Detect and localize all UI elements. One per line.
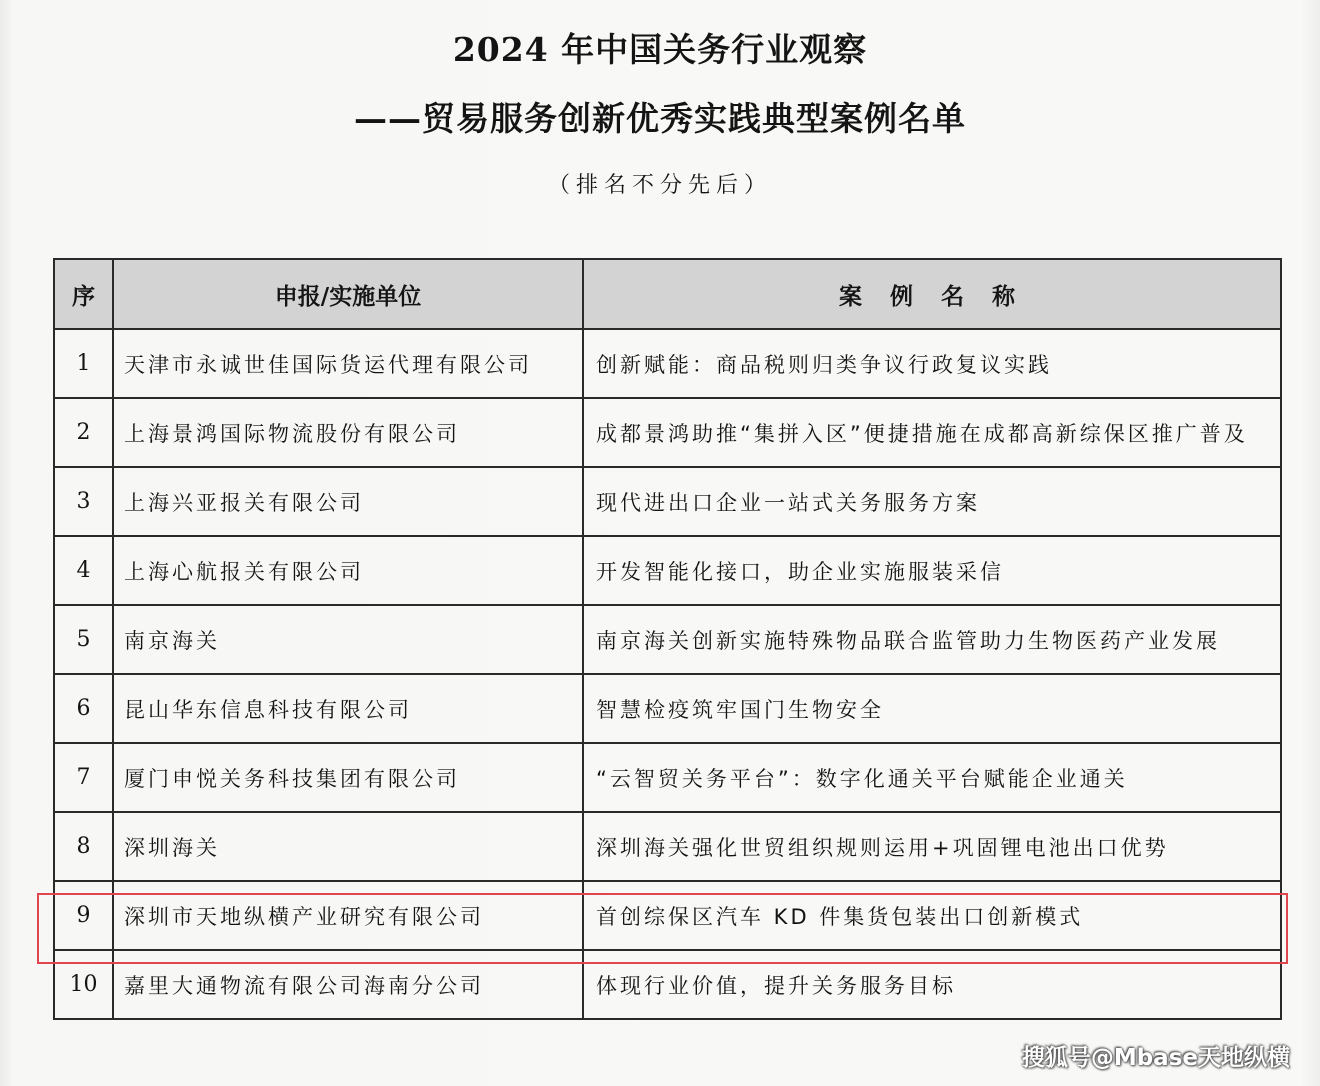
table-row (54, 398, 1281, 467)
table-row (54, 467, 1281, 536)
source-watermark: 搜狐号@Mbase天地纵横 (1021, 1045, 1290, 1071)
table-header-row (54, 259, 1281, 329)
row-index: 1 (54, 329, 113, 398)
header-index: 序 (54, 259, 113, 329)
row-index: 10 (54, 950, 113, 1019)
row-unit: 厦门申悦关务科技集团有限公司 (113, 743, 583, 812)
row-case: 成都景鸿助推“集拼入区”便捷措施在成都高新综保区推广普及 (583, 398, 1281, 467)
row-unit: 昆山华东信息科技有限公司 (113, 674, 583, 743)
table-row (54, 536, 1281, 605)
row-case: “云智贸关务平台”：数字化通关平台赋能企业通关 (583, 743, 1281, 812)
row-case: 创新赋能：商品税则归类争议行政复议实践 (583, 329, 1281, 398)
header-case: 案 例 名 称 (583, 259, 1281, 329)
row-unit: 嘉里大通物流有限公司海南分公司 (113, 950, 583, 1019)
row-unit: 南京海关 (113, 605, 583, 674)
row-index: 6 (54, 674, 113, 743)
table-row (54, 743, 1281, 812)
row-case: 体现行业价值，提升关务服务目标 (583, 950, 1281, 1019)
row-index: 3 (54, 467, 113, 536)
table-row (54, 605, 1281, 674)
case-list-table (53, 258, 1282, 1020)
row-index: 7 (54, 743, 113, 812)
row-unit: 上海心航报关有限公司 (113, 536, 583, 605)
table-row (54, 812, 1281, 881)
document-subtitle-title: ——贸易服务创新优秀实践典型案例名单 (354, 99, 966, 138)
document-title: 2024 年中国关务行业观察 (452, 30, 868, 69)
row-unit: 深圳市天地纵横产业研究有限公司 (113, 881, 583, 950)
table-row-highlighted (54, 881, 1281, 950)
row-unit: 上海景鸿国际物流股份有限公司 (113, 398, 583, 467)
row-case: 首创综保区汽车 KD 件集货包装出口创新模式 (583, 881, 1281, 950)
row-index: 4 (54, 536, 113, 605)
header-unit: 申报/实施单位 (113, 259, 583, 329)
row-index: 8 (54, 812, 113, 881)
row-unit: 深圳海关 (113, 812, 583, 881)
row-case: 深圳海关强化世贸组织规则运用+巩固锂电池出口优势 (583, 812, 1281, 881)
row-index: 5 (54, 605, 113, 674)
table-row (54, 329, 1281, 398)
row-case: 现代进出口企业一站式关务服务方案 (583, 467, 1281, 536)
row-case: 南京海关创新实施特殊物品联合监管助力生物医药产业发展 (583, 605, 1281, 674)
table-row (54, 674, 1281, 743)
row-unit: 上海兴亚报关有限公司 (113, 467, 583, 536)
row-index: 2 (54, 398, 113, 467)
row-index: 9 (54, 881, 113, 950)
table-row (54, 950, 1281, 1019)
ranking-note: （排名不分先后） (547, 173, 772, 198)
row-case: 开发智能化接口，助企业实施服装采信 (583, 536, 1281, 605)
row-unit: 天津市永诚世佳国际货运代理有限公司 (113, 329, 583, 398)
row-case: 智慧检疫筑牢国门生物安全 (583, 674, 1281, 743)
